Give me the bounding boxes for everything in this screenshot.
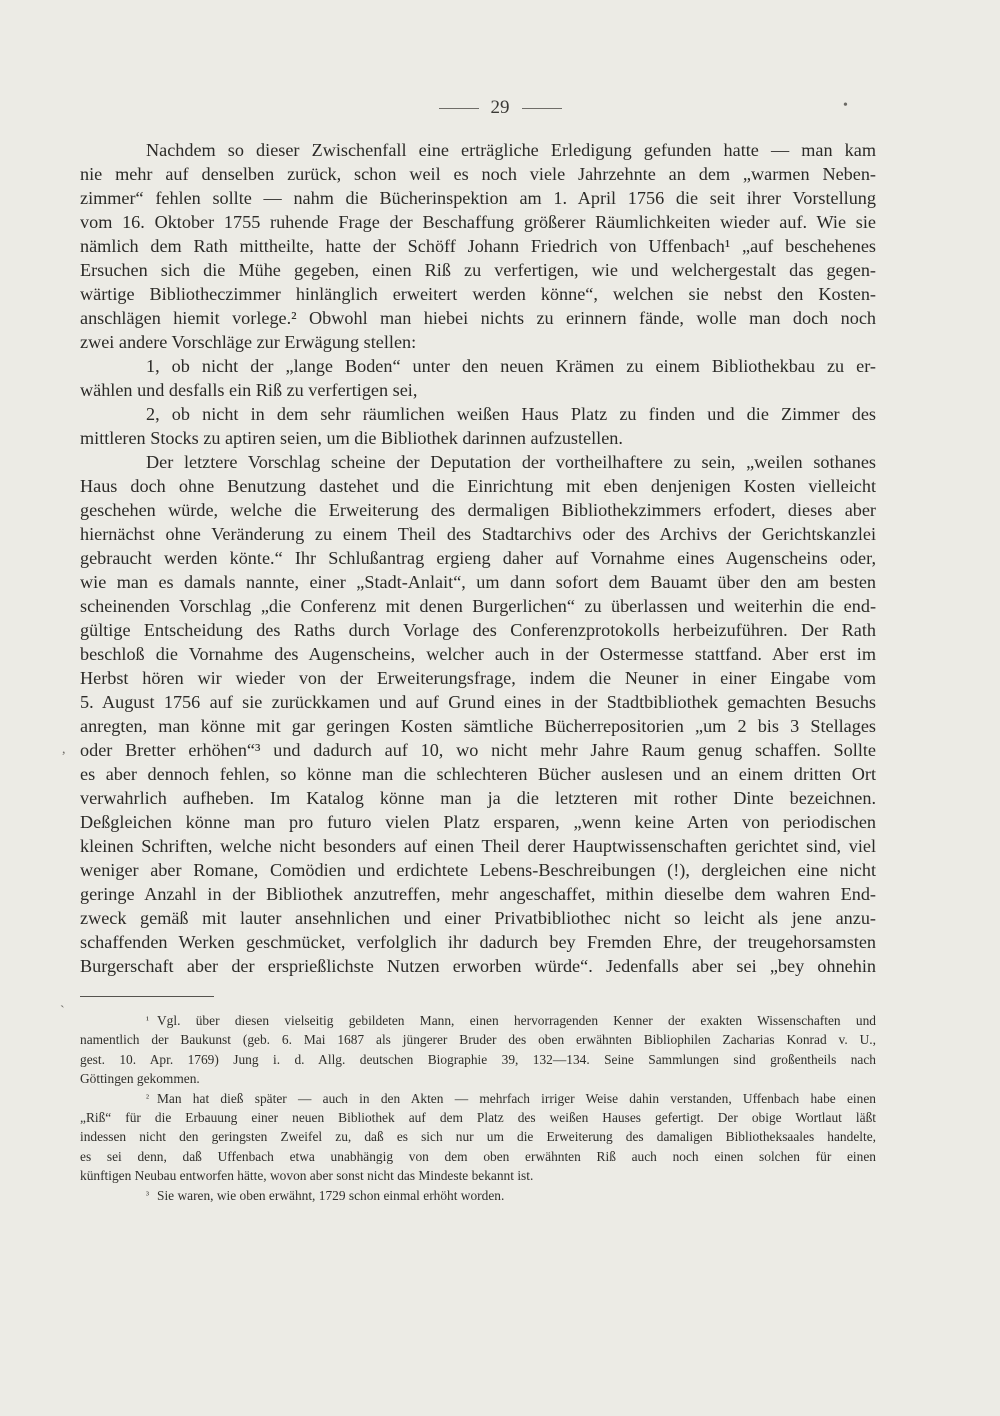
text-line: Deßgleichen könne man pro futuro vielen Platz ersparen, „wenn keine Arten von periodischen <box>80 812 876 832</box>
text-line: kleinen Schriften, welche nicht besonders auf einen Theil derer Hauptwissenschaften gerichtet sind, viel <box>80 836 876 856</box>
footnote-separator <box>80 996 214 997</box>
margin-tick-mark: ˋ <box>60 1004 65 1019</box>
text-line: nämlich dem Rath mittheilte, hatte der Schöff Johann Friedrich von Uffenbach¹ „auf beschehenes <box>80 236 876 256</box>
right-dash <box>522 108 562 109</box>
page-number-header <box>0 97 1000 119</box>
text-line: Burgerschaft aber der ersprießlichste Nutzen erworben würde“. Jedenfalls aber sei „bey ohnehin <box>80 956 876 976</box>
footnote-line: „Riß“ für die Erbauung einer neuen Bibliothek auf dem Platz des weißen Hauses gefertigt. Der obige Wortlaut läßt <box>80 1110 876 1126</box>
text-line: oder Bretter erhöhen“³ und dadurch auf 10, wo nicht mehr Jahre Raum genug schaffen. Sollte <box>80 740 876 760</box>
footnote-line: indessen nicht den geringsten Zweifel zu, daß es sich nur um die Erweiterung des damaligen Bibliotheksaales handelte, <box>80 1129 876 1145</box>
text-line: Nachdem so dieser Zwischenfall eine erträgliche Erledigung gefunden hatte — man kam <box>146 140 876 160</box>
text-line: schaffenden Werken geschmücket, verfolglich ihr dadurch bey Fremden Ehre, der treugehorsamsten <box>80 932 876 952</box>
text-line: 1, ob nicht der „lange Boden“ unter den neuen Krämen zu einem Bibliothekbau zu er- <box>146 356 876 376</box>
page-number: 29 <box>490 97 510 118</box>
footnote-marker: ² <box>146 1092 149 1104</box>
text-line: anschlägen hiemit vorlege.² Obwohl man hiebei nichts zu erinnern fände, wolle man doch noch <box>80 308 876 328</box>
footnote-line: namentlich der Baukunst (geb. 6. Mai 1687 als jüngerer Bruder des oben erwähnten Bibliophilen Zacharias Konrad v. U., <box>80 1032 876 1048</box>
footnotes <box>80 1011 876 1205</box>
text-line: zweck gemäß mit lauter ansehnlichen und einer Privatbibliothec nicht so leicht als jene anzu- <box>80 908 876 928</box>
text-line: geringe Anzahl in der Bibliothek anzutreffen, mehr angeschaffet, mithin dieselbe dem wahren End- <box>80 884 876 904</box>
footnote-2 <box>80 1089 876 1186</box>
footnote-line <box>80 1011 876 1030</box>
footnote-line <box>80 1089 876 1108</box>
footnote-line: gest. 10. Apr. 1769) Jung i. d. Allg. deutschen Biographie 39, 132—134. Seine Sammlungen sind großentheils nach <box>80 1051 876 1067</box>
footnote-text: Man hat dieß später — auch in den Akten — mehrfach irriger Weise dahin verstanden, Uffenbach habe einen <box>157 1090 876 1106</box>
text-line: hiernächst ohne Veränderung zu einem Theil des Stadtarchivs oder des Archivs der Gerichtskanzlei <box>80 524 876 544</box>
text-line: zwei andere Vorschläge zur Erwägung stellen: <box>80 332 417 352</box>
text-line: anregten, man könne mit gar geringen Kosten sämtliche Bücherrepositorien „um 2 bis 3 Stellages <box>80 716 876 736</box>
text-line: weniger aber Romane, Comödien und erdichtete Lebens-Beschreibungen (!), dergleichen eine nicht <box>80 860 876 880</box>
text-line: nie mehr auf denselben zurück, schon weil es noch viele Jahrzehnte an dem „warmen Neben- <box>80 164 876 184</box>
footnote-text: Vgl. über diesen vielseitig gebildeten Mann, einen hervorragenden Kenner der exakten Wissenschaften und <box>157 1013 876 1028</box>
text-line: beschloß die Vornahme des Augenscheins, welcher auch in der Ostermesse stattfand. Aber erst im <box>80 644 876 664</box>
text-line: wählen und desfalls ein Riß zu verfertigen sei, <box>80 380 418 400</box>
left-dash <box>439 108 479 109</box>
text-line: es aber dennoch fehlen, so könne man die schlechteren Bücher auslesen und an einem dritten Ort <box>80 764 876 784</box>
text-line: wie man es damals nannte, einer „Stadt-Anlait“, um dann sofort dem Bauamt über den am besten <box>80 572 876 592</box>
text-line: gebraucht werden könte.“ Ihr Schlußantrag ergieng daher auf Vornahme eines Augenscheins oder, <box>80 548 876 568</box>
footnote-line: es sei denn, daß Uffenbach etwa unabhängig von dem oben erwähnten Riß auch noch einen solchen für einen <box>80 1148 876 1164</box>
text-line: Ersuchen sich die Mühe gegeben, einen Riß zu verfertigen, wie und welchergestalt das gegen- <box>80 260 876 280</box>
footnote-1 <box>80 1011 876 1089</box>
text-line: Herbst hören wir wieder von der Erweiterungsfrage, indem die Neuner in einer Eingabe vom <box>80 668 876 688</box>
text-line: Haus doch ohne Benutzung dastehet und die Einrichtung mit eben denjenigen Kosten vielleicht <box>80 476 876 496</box>
text-line: zimmer“ fehlen sollte — nahm die Bücherinspektion am 1. April 1756 die seit ihrer Vorstellung <box>80 188 876 208</box>
text-line: scheinenden Vorschlag „die Conferenz mit denen Burgerlichen“ zu überlassen und weiterhin die end- <box>80 596 876 616</box>
footnote-marker: ¹ <box>146 1015 149 1026</box>
footnote-marker: ³ <box>146 1189 149 1201</box>
margin-dot-mark: • <box>843 98 848 113</box>
text-line: 5. August 1756 auf sie zurückkamen und auf Grund eines in der Stadtbibliothek gemachten Besuchs <box>80 692 876 712</box>
margin-comma-mark: , <box>62 742 66 757</box>
text-line: 2, ob nicht in dem sehr räumlichen weißen Haus Platz zu finden und die Zimmer des <box>146 404 876 424</box>
text-line: mittleren Stocks zu aptiren seien, um die Bibliothek darinnen aufzustellen. <box>80 428 623 448</box>
text-line: Der letztere Vorschlag scheine der Deputation der vortheilhaftere zu sein, „weilen sothanes <box>146 452 876 472</box>
text-line: gültige Entscheidung des Raths durch Vorlage des Conferenzprotokolls herbeizuführen. Der Rath <box>80 620 876 640</box>
text-line: vom 16. Oktober 1755 ruhende Frage der Beschaffung größerer Räumlichkeiten wieder auf. Wie sie <box>80 212 876 232</box>
footnote-line: Göttingen gekommen. <box>80 1071 200 1087</box>
footnote-text: Sie waren, wie oben erwähnt, 1729 schon einmal erhöht worden. <box>157 1187 505 1203</box>
footnote-line: künftigen Neubau entworfen hätte, wovon aber sonst nicht das Mindeste bekannt ist. <box>80 1168 534 1184</box>
main-text <box>80 138 876 978</box>
footnote-line <box>80 1186 876 1205</box>
footnote-3 <box>80 1186 876 1205</box>
text-line: geschehen würde, welche die Erweiterung des dermaligen Bibliothekzimmers erfodert, dieses aber <box>80 500 876 520</box>
text-line: verwahrlich aufheben. Im Katalog könne man ja die letzteren mit rother Dinte bezeichnen. <box>80 788 876 808</box>
text-line: wärtige Bibliotheczimmer hinlänglich erweitert werden könne“, welchen sie nebst den Kosten- <box>80 284 876 304</box>
